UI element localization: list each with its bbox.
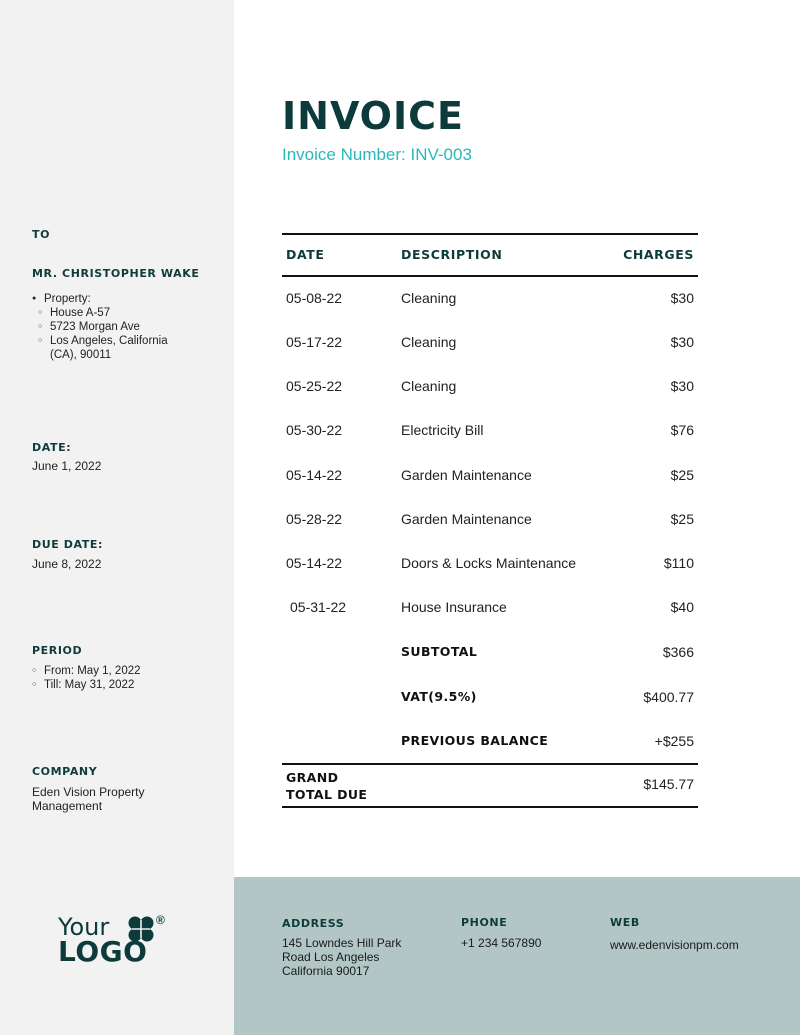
grand-total-value: $145.77 (643, 776, 694, 792)
date-label: DATE: (32, 441, 72, 454)
due-date-label: DUE DATE: (32, 538, 104, 551)
web-label: WEB (610, 916, 640, 929)
grand-total-top-rule (282, 763, 698, 765)
list-item: ○ House A-57 (38, 307, 111, 319)
grand-total-label: GRAND TOTAL DUE (286, 770, 368, 802)
header-date: DATE (286, 247, 325, 262)
grand-total-bottom-rule (282, 806, 698, 808)
table-row: 05-14-22 Garden Maintenance $25 (286, 467, 694, 483)
logo-your-text: Your (58, 913, 110, 941)
previous-balance-label: PREVIOUS BALANCE (401, 733, 549, 748)
date-value: June 1, 2022 (32, 459, 102, 473)
sidebar (0, 0, 234, 1035)
table-row: 05-30-22 Electricity Bill $76 (286, 422, 694, 438)
list-item: ○ Los Angeles, California (38, 335, 168, 347)
table-top-rule (282, 233, 698, 235)
logo-word-text: LOGO (58, 935, 148, 968)
to-label: TO (32, 228, 51, 241)
grand-total-row (282, 776, 698, 796)
due-date-value: June 8, 2022 (32, 557, 102, 571)
previous-balance-row (282, 733, 698, 753)
table-row: 05-17-22 Cleaning $30 (286, 334, 694, 350)
list-item: (CA), 90011 (50, 349, 112, 361)
property-list (32, 292, 168, 362)
subtotal-label: SUBTOTAL (401, 644, 478, 659)
registered-mark: ® (156, 913, 165, 927)
table-row: 05-25-22 Cleaning $30 (286, 378, 694, 394)
circle-bullet-icon: ○ (32, 667, 37, 674)
table-row: 05-28-22 Garden Maintenance $25 (286, 511, 694, 527)
table-row: 05-31-22 House Insurance $40 (290, 599, 694, 615)
invoice-number: Invoice Number: INV-003 (282, 145, 472, 164)
table-row: 05-08-22 Cleaning $30 (286, 290, 694, 306)
address-label: ADDRESS (282, 917, 345, 930)
web-value: www.edenvisionpm.com (610, 938, 739, 952)
company-name: Eden Vision Property Management (32, 785, 145, 813)
vat-value: $400.77 (643, 689, 694, 705)
previous-balance-value: +$255 (654, 733, 694, 749)
circle-bullet-icon: ○ (32, 681, 37, 688)
vat-row (282, 689, 698, 709)
invoice-title: INVOICE (282, 94, 464, 138)
bullet-icon: ● (32, 295, 37, 302)
vat-label: VAT(9.5%) (401, 689, 477, 704)
list-item: ● Property: (32, 293, 91, 305)
header-description: DESCRIPTION (401, 247, 503, 262)
phone-label: PHONE (461, 916, 508, 929)
circle-bullet-icon: ○ (38, 323, 43, 330)
circle-bullet-icon: ○ (38, 309, 43, 316)
list-item: ○ Till: May 31, 2022 (32, 679, 135, 691)
phone-value: +1 234 567890 (461, 936, 542, 950)
list-item: ○ From: May 1, 2022 (32, 665, 141, 677)
company-label: COMPANY (32, 765, 98, 778)
period-list (32, 664, 141, 692)
list-item: ○ 5723 Morgan Ave (38, 321, 140, 333)
header-charges: CHARGES (623, 247, 694, 262)
period-label: PERIOD (32, 644, 83, 657)
address-value: 145 Lowndes Hill Park Road Los Angeles California 90017 (282, 936, 402, 978)
circle-bullet-icon: ○ (38, 337, 43, 344)
subtotal-value: $366 (662, 644, 694, 660)
footer (234, 877, 800, 1035)
header-rule (282, 275, 698, 277)
subtotal-row (282, 644, 698, 664)
company-logo (58, 913, 178, 968)
table-row: 05-14-22 Doors & Locks Maintenance $110 (286, 555, 694, 571)
client-name: MR. CHRISTOPHER WAKE (32, 267, 200, 280)
